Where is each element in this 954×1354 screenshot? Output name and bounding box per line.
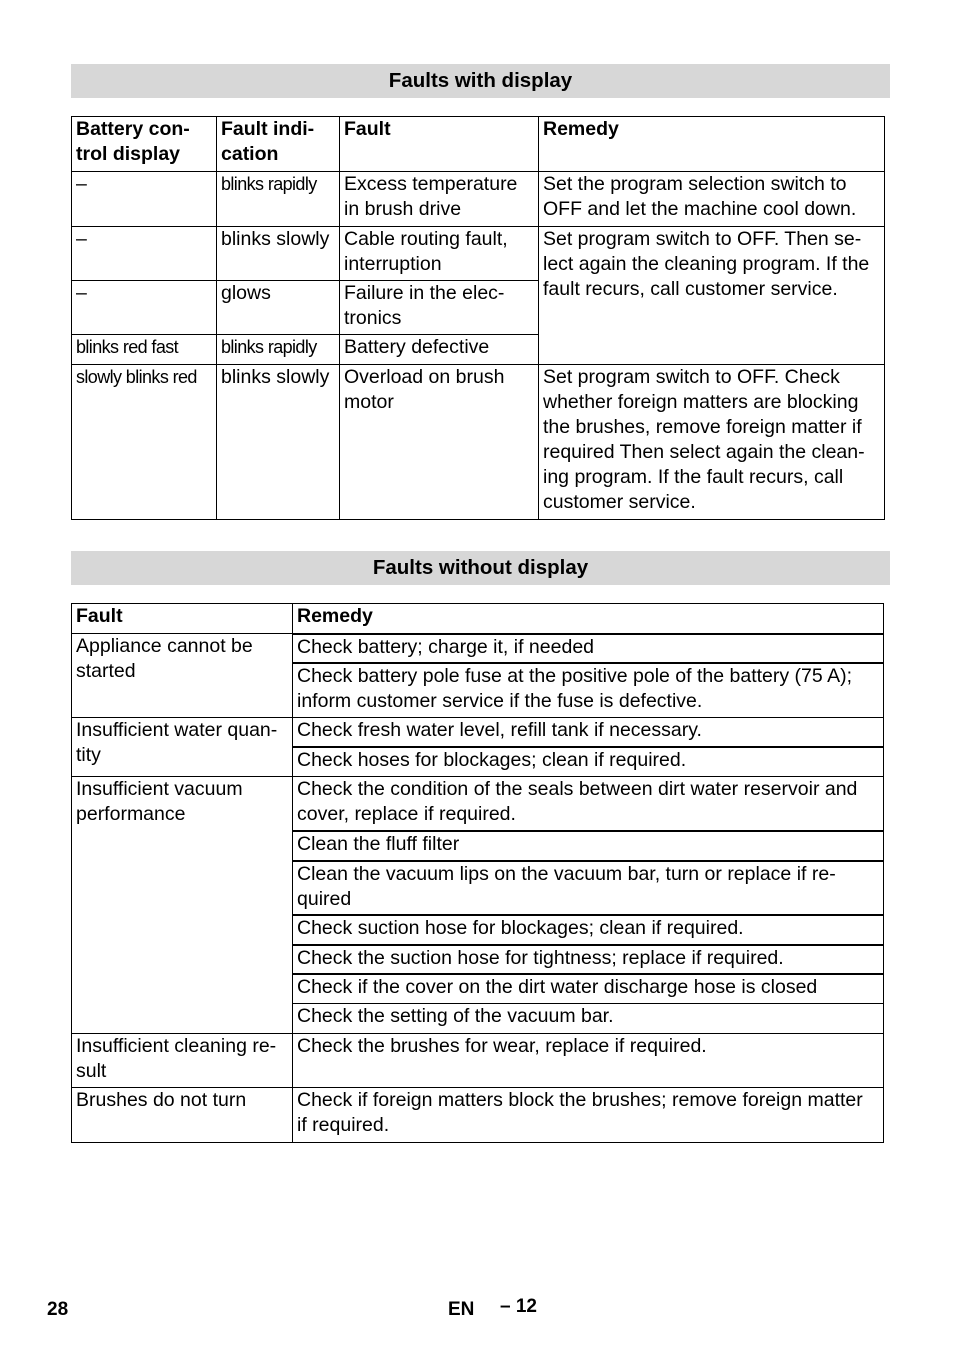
table-row (72, 1034, 884, 1088)
header-fault: Fault (340, 117, 539, 172)
table-row (72, 777, 884, 831)
section-title-faults-with-display: Faults with display (71, 64, 890, 98)
header-remedy: Remedy (539, 117, 885, 172)
remedy-cell: Check hoses for blockages; clean if required. (293, 747, 884, 777)
header-fault: Fault (72, 604, 293, 634)
table-row (72, 365, 885, 520)
fault-indication-cell: blinks slowly (217, 365, 340, 520)
remedy-cell: Check the setting of the vacuum bar. (293, 1004, 884, 1034)
battery-display-cell: blinks red fast (72, 335, 217, 365)
fault-indication-cell: blinks rapidly (217, 335, 340, 365)
fault-cell: Insufficient vacuum performance (72, 777, 293, 1034)
fault-cell: Brushes do not turn (72, 1088, 293, 1143)
header-remedy: Remedy (293, 604, 884, 634)
remedy-cell: Set program switch to OFF. Then se- lect again the cleaning program. If the fault recurs, call customer service. (539, 227, 885, 365)
faults-without-display-table (71, 603, 884, 1143)
table-row (72, 172, 885, 227)
battery-display-cell: – (72, 281, 217, 335)
table-row (72, 227, 885, 281)
remedy-cell: Check battery; charge it, if needed (293, 634, 884, 663)
fault-cell: Excess temperature in brush drive (340, 172, 539, 227)
remedy-cell: Set the program selection switch to OFF and let the machine cool down. (539, 172, 885, 227)
remedy-cell: Check the suction hose for tightness; replace if required. (293, 945, 884, 974)
battery-display-cell: slowly blinks red (72, 365, 217, 520)
section-title-faults-without-display: Faults without display (71, 551, 890, 585)
fault-indication-cell: blinks rapidly (217, 172, 340, 227)
remedy-cell: Set program switch to OFF. Check whether foreign matters are blocking the brushes, remove foreign matter if required Then select again the clean- ing program. If the fault recurs, call customer service. (539, 365, 885, 520)
remedy-cell: Clean the fluff filter (293, 831, 884, 861)
remedy-cell: Check battery pole fuse at the positive pole of the battery (75 A); inform customer service if the fuse is defective. (293, 663, 884, 718)
fault-indication-cell: glows (217, 281, 340, 335)
table-row (72, 1088, 884, 1143)
header-battery-control-display: Battery con- trol display (72, 117, 217, 172)
fault-cell: Insufficient water quan- tity (72, 718, 293, 777)
table-row (72, 634, 884, 663)
remedy-cell: Check the condition of the seals between dirt water reservoir and cover, replace if required. (293, 777, 884, 831)
battery-display-cell: – (72, 172, 217, 227)
faults-with-display-table (71, 116, 885, 520)
fault-cell: Appliance cannot be started (72, 634, 293, 718)
fault-indication-cell: blinks slowly (217, 227, 340, 281)
remedy-cell: Check if the cover on the dirt water discharge hose is closed (293, 974, 884, 1004)
page-number: 28 (47, 1299, 69, 1320)
table-header-row (72, 604, 884, 634)
fault-cell: Insufficient cleaning re- sult (72, 1034, 293, 1088)
fault-cell: Failure in the elec- tronics (340, 281, 539, 335)
fault-cell: Cable routing fault, interruption (340, 227, 539, 281)
remedy-cell: Check the brushes for wear, replace if required. (293, 1034, 884, 1088)
remedy-cell: Check if foreign matters block the brushes; remove foreign matter if required. (293, 1088, 884, 1143)
fault-cell: Battery defective (340, 335, 539, 365)
footer-page-reference: – 12 (500, 1296, 537, 1317)
battery-display-cell: – (72, 227, 217, 281)
remedy-cell: Check suction hose for blockages; clean if required. (293, 915, 884, 945)
table-header-row (72, 117, 885, 172)
remedy-cell: Check fresh water level, refill tank if necessary. (293, 718, 884, 747)
header-fault-indication: Fault indi- cation (217, 117, 340, 172)
remedy-cell: Clean the vacuum lips on the vacuum bar, turn or replace if re- quired (293, 861, 884, 915)
footer-language: EN (448, 1299, 475, 1320)
fault-cell: Overload on brush motor (340, 365, 539, 520)
table-row (72, 718, 884, 747)
